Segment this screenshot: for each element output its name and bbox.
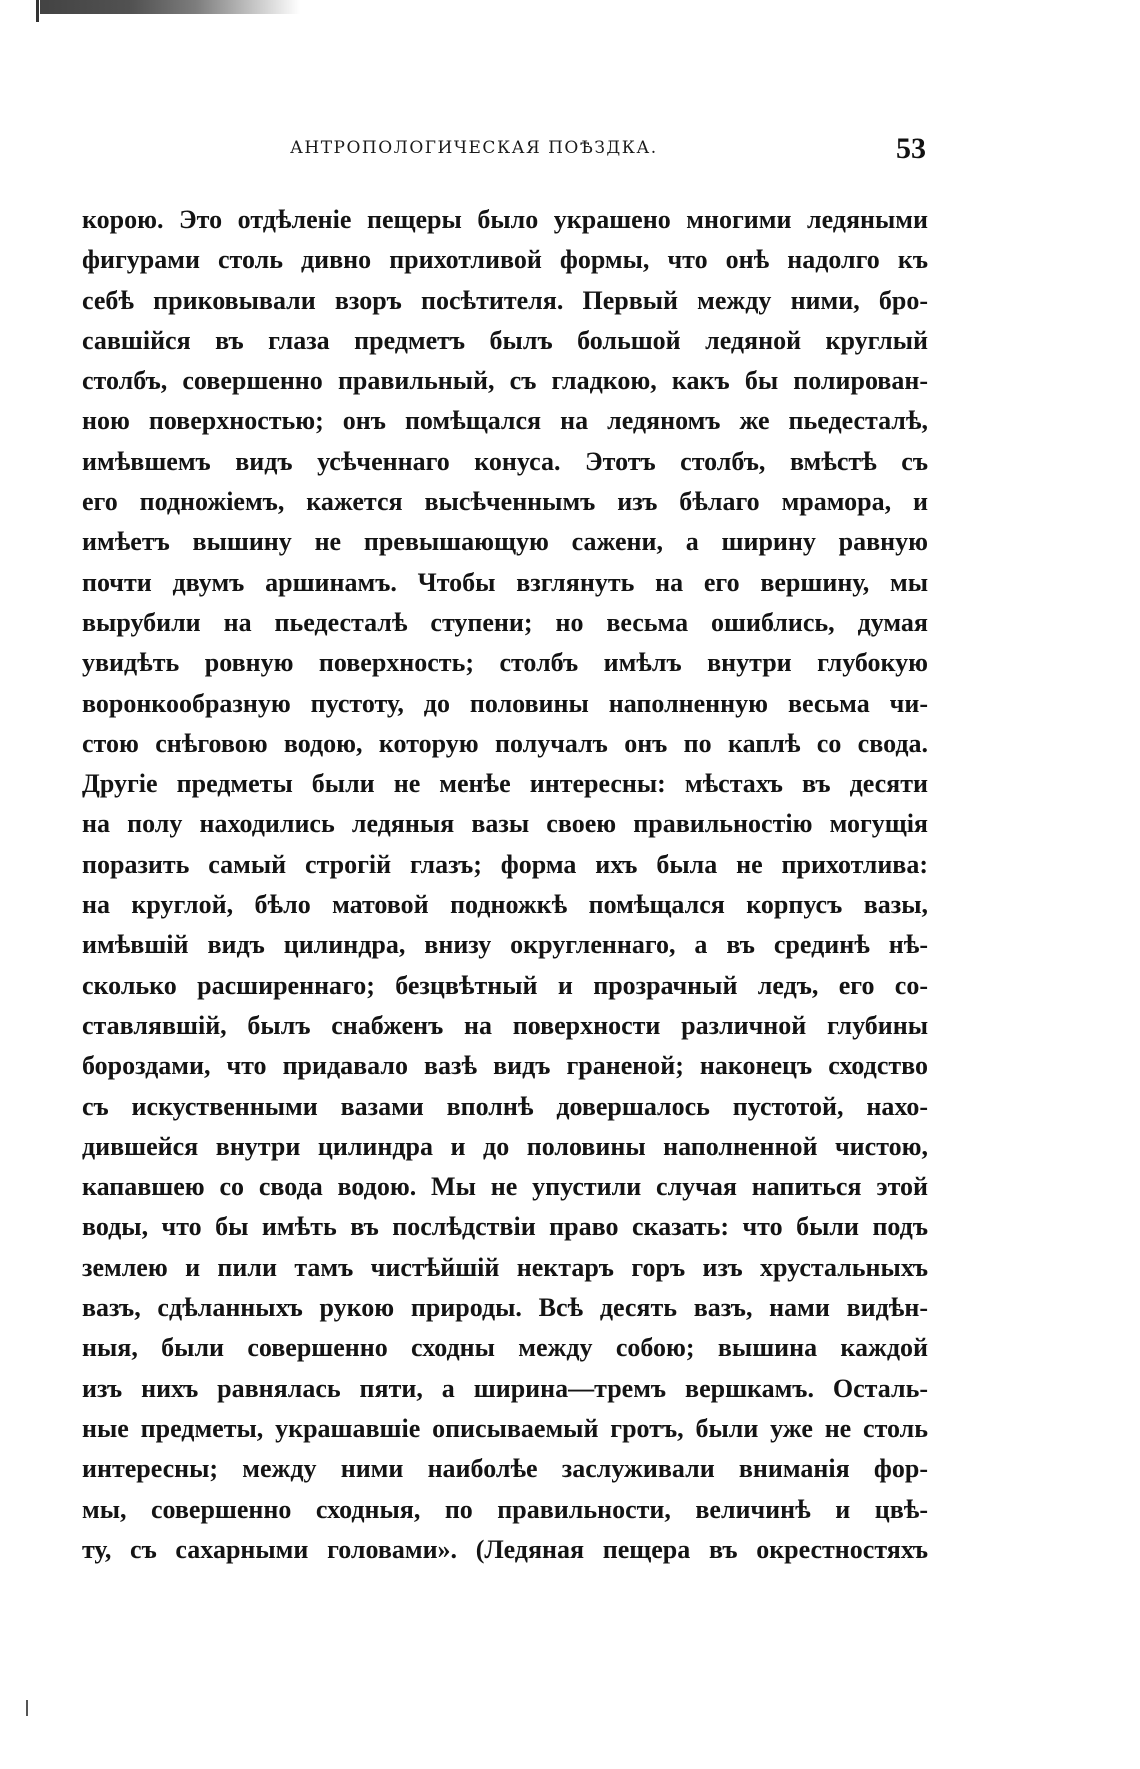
text-line: сколько расширеннаго; безцвѣтный и прозрачный ледъ, его со-	[82, 970, 928, 1000]
text-line: землею и пили тамъ чистѣйшій нектаръ горъ изъ хрустальныхъ	[82, 1252, 928, 1282]
scan-artifact-margin	[26, 1700, 28, 1716]
scan-artifact-edge	[36, 0, 39, 22]
text-line: ною поверхностью; онъ помѣщался на ледяномъ же пьедесталѣ,	[82, 406, 928, 436]
text-line: увидѣть ровную поверхность; столбъ имѣлъ внутри глубокую	[82, 648, 928, 678]
text-line: на полу находились ледяныя вазы своею правильностію могущія	[82, 809, 928, 839]
body-text	[82, 200, 928, 1570]
page-header	[90, 132, 926, 172]
text-line: ту, съ сахарными головами». (Ледяная пещера въ окрестностяхъ	[82, 1534, 928, 1564]
text-line: на круглой, бѣло матовой подножкѣ помѣщался корпусъ вазы,	[82, 890, 928, 920]
text-line: имѣетъ вышину не превышающую сажени, а ширину равную	[82, 527, 928, 557]
text-line: ныя, были совершенно сходны между собою; вышина каждой	[82, 1333, 928, 1363]
text-line: себѣ приковывали взоръ посѣтителя. Первый между ними, бро-	[82, 285, 928, 315]
text-line: почти двумъ аршинамъ. Чтобы взглянуть на его вершину, мы	[82, 567, 928, 597]
text-line: воронкообразную пустоту, до половины наполненную весьма чи-	[82, 688, 928, 718]
text-line: воды, что бы имѣть въ послѣдствіи право сказать: что были подъ	[82, 1212, 928, 1242]
text-line: изъ нихъ равнялась пяти, а ширина—тремъ вершкамъ. Осталь-	[82, 1373, 928, 1403]
text-line: стою снѣговою водою, которую получалъ онъ по каплѣ со свода.	[82, 728, 928, 758]
text-line: вырубили на пьедесталѣ ступени; но весьма ошиблись, думая	[82, 607, 928, 637]
text-line: Другіе предметы были не менѣе интересны: мѣстахъ въ десяти	[82, 769, 928, 799]
running-title: АНТРОПОЛОГИЧЕСКАЯ ПОѢЗДКА.	[290, 138, 658, 158]
text-line: имѣвшій видъ цилиндра, внизу округленнаго, а въ срединѣ нѣ-	[82, 930, 928, 960]
text-line: интересны; между ними наиболѣе заслуживали вниманія фор-	[82, 1454, 928, 1484]
page-number: 53	[896, 132, 926, 165]
text-line: вазъ, сдѣланныхъ рукою природы. Всѣ десять вазъ, нами видѣн-	[82, 1293, 928, 1323]
text-line: ные предметы, украшавшіе описываемый гротъ, были уже не столь	[82, 1413, 928, 1443]
text-line: капавшею со свода водою. Мы не упустили случая напиться этой	[82, 1172, 928, 1202]
text-line: имѣвшемъ видъ усѣченнаго конуса. Этотъ столбъ, вмѣстѣ съ	[82, 446, 928, 476]
text-line: поразить самый строгій глазъ; форма ихъ была не прихотлива:	[82, 849, 928, 879]
text-line: ставлявшій, былъ снабженъ на поверхности различной глубины	[82, 1010, 928, 1040]
text-line: савшійся въ глаза предметъ былъ большой ледяной круглый	[82, 325, 928, 355]
text-line: корою. Это отдѣленіе пещеры было украшено многими ледяными	[82, 205, 928, 234]
text-line: дившейся внутри цилиндра и до половины наполненной чистою,	[82, 1131, 928, 1161]
text-line: его подножіемъ, кажется высѣченнымъ изъ бѣлаго мрамора, и	[82, 487, 928, 517]
text-line: столбъ, совершенно правильный, съ гладкою, какъ бы полирован-	[82, 366, 928, 396]
scan-artifact	[40, 0, 300, 14]
text-line: мы, совершенно сходныя, по правильности, величинѣ и цвѣ-	[82, 1494, 928, 1524]
text-line: съ искуственными вазами вполнѣ довершалось пустотой, нахо-	[82, 1091, 928, 1121]
text-line: фигурами столь дивно прихотливой формы, что онѣ надолго къ	[82, 245, 928, 275]
text-line: бороздами, что придавало вазѣ видъ граненой; наконецъ сходство	[82, 1051, 928, 1081]
